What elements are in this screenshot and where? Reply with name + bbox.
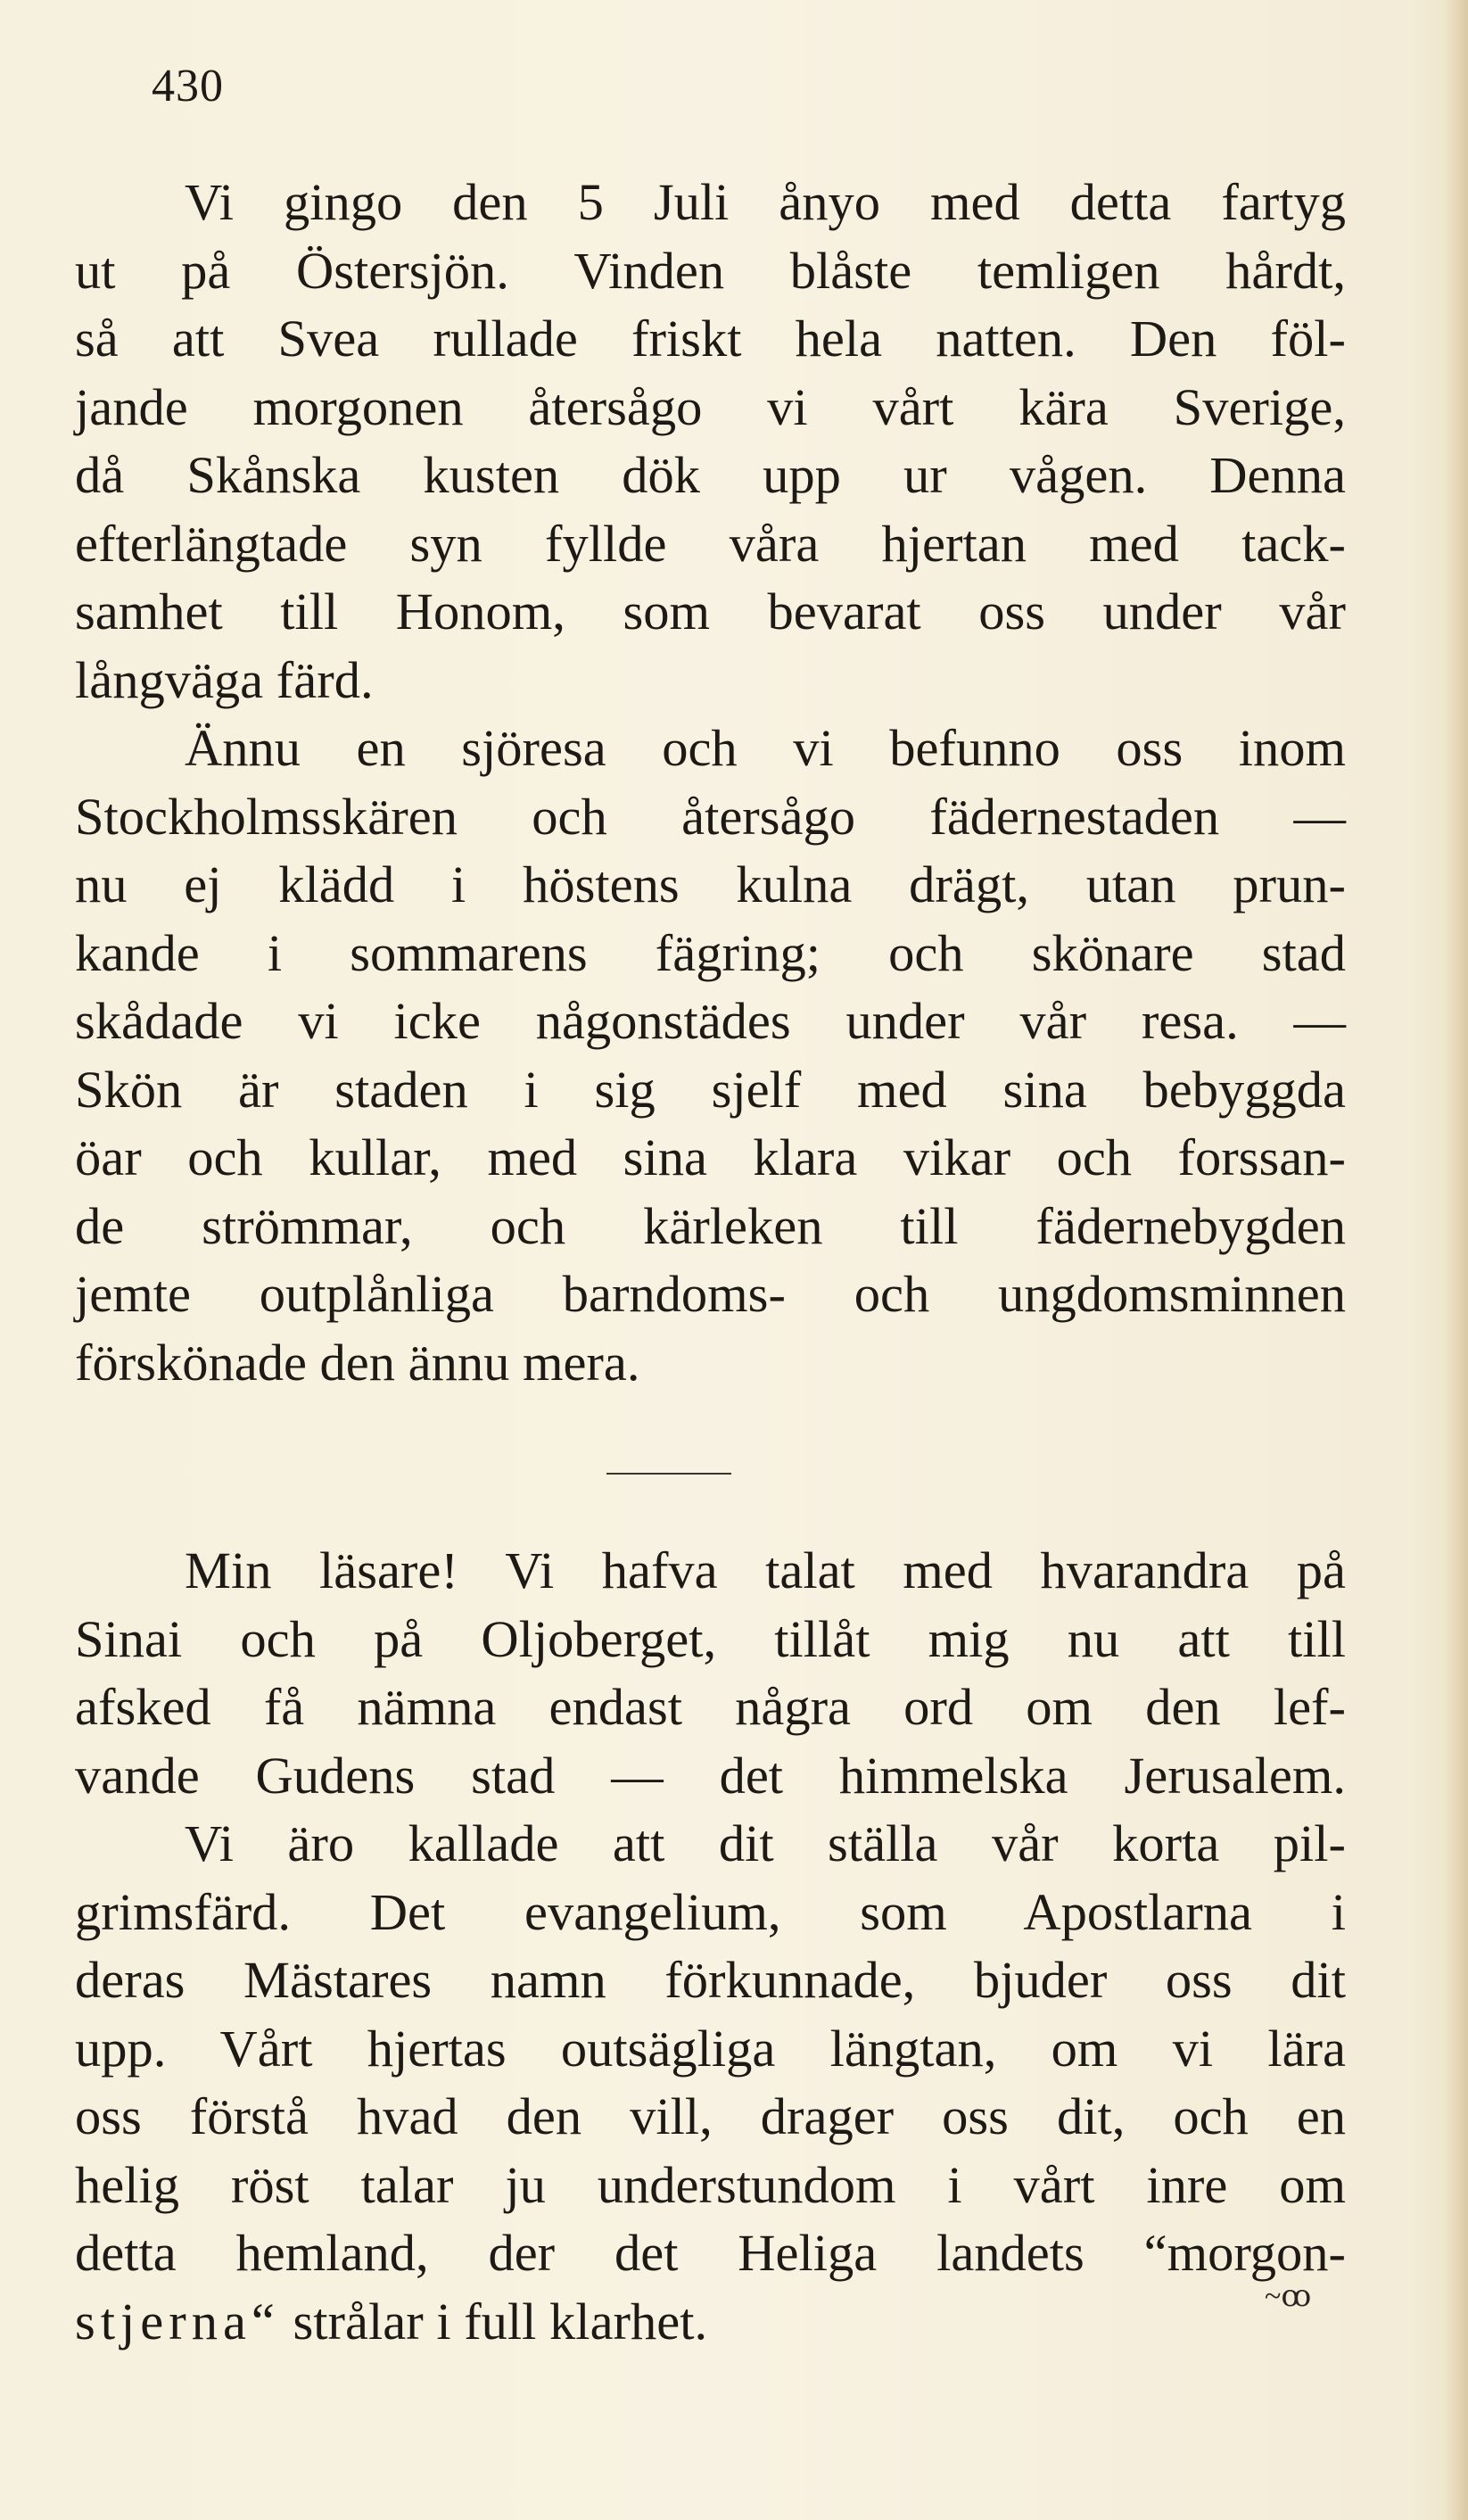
paragraph-4 — [75, 1810, 1346, 2356]
text-line: Stockholmsskären och återsågo fädernestaden — — [75, 787, 1346, 846]
text-line: grimsfärd. Det evangelium, som Apostlarna i — [75, 1882, 1346, 1941]
text-line: långväga färd. — [75, 650, 374, 709]
text-line: upp. Vårt hjertas outsägliga längtan, om vi lära — [75, 2019, 1346, 2078]
paragraph-2 — [75, 715, 1346, 1397]
text-line — [75, 2288, 1346, 2357]
spaced-word: stjerna“ — [75, 2292, 280, 2351]
text-line: Vi äro kallade att dit ställa vår korta pil- — [185, 1814, 1346, 1872]
paragraph-3 — [75, 1537, 1346, 1810]
text-line: Ännu en sjöresa och vi befunno oss inom — [185, 719, 1346, 777]
text-line: skådade vi icke någonstädes under vår resa. — — [75, 992, 1346, 1050]
text-line: jande morgonen återsågo vi vårt kära Sverige, — [75, 377, 1346, 436]
text-line: deras Mästares namn förkunnade, bjuder oss dit — [75, 1951, 1346, 2009]
text-line: förskönade den ännu mera. — [75, 1333, 640, 1392]
text-line: vande Gudens stad — det himmelska Jerusalem. — [75, 1746, 1346, 1805]
text-line: ut på Östersjön. Vinden blåste temligen hårdt, — [75, 241, 1346, 300]
text-line: nu ej klädd i höstens kulna drägt, utan prun- — [75, 855, 1346, 913]
text-line: detta hemland, der det Heliga landets “morgon- — [75, 2224, 1346, 2282]
text-line: Vi gingo den 5 Juli ånyo med detta fartyg — [185, 173, 1346, 231]
text-line: de strömmar, och kärleken till fädernebygden — [75, 1196, 1346, 1255]
text-line: kande i sommarens fägring; och skönare stad — [75, 923, 1346, 982]
text-line: afsked få nämna endast några ord om den lef- — [75, 1678, 1346, 1736]
text-line: då Skånska kusten dök upp ur vågen. Denna — [75, 446, 1346, 504]
text-line: öar och kullar, med sina klara vikar och forssan- — [75, 1128, 1346, 1186]
text-line: Skön är staden i sig sjelf med sina bebyggda — [75, 1060, 1346, 1119]
page-number: 430 — [152, 61, 224, 112]
section-divider — [606, 1473, 731, 1475]
lower-text-block — [75, 1537, 1346, 2356]
text-line: oss förstå hvad den vill, drager oss dit, och en — [75, 2087, 1346, 2145]
text-line: jemte outplånliga barndoms- och ungdomsminnen — [75, 1265, 1346, 1323]
text-line: så att Svea rullade friskt hela natten. Den föl- — [75, 310, 1346, 368]
paragraph-1 — [75, 169, 1346, 715]
upper-text-block — [75, 169, 1346, 1397]
printer-ornament: ~ꝏ — [1265, 2280, 1312, 2313]
text-line: Min läsare! Vi hafva talat med hvarandra på — [185, 1541, 1346, 1599]
line-rest: strålar i full klarhet. — [279, 2292, 708, 2351]
text-line: samhet till Honom, som bevarat oss under vår — [75, 582, 1346, 640]
page-edge — [1443, 0, 1468, 2520]
text-line: efterlängtade syn fyllde våra hjertan med tack- — [75, 514, 1346, 573]
text-line: helig röst talar ju understundom i vårt inre om — [75, 2155, 1346, 2214]
text-line: Sinai och på Oljoberget, tillåt mig nu att till — [75, 1609, 1346, 1668]
